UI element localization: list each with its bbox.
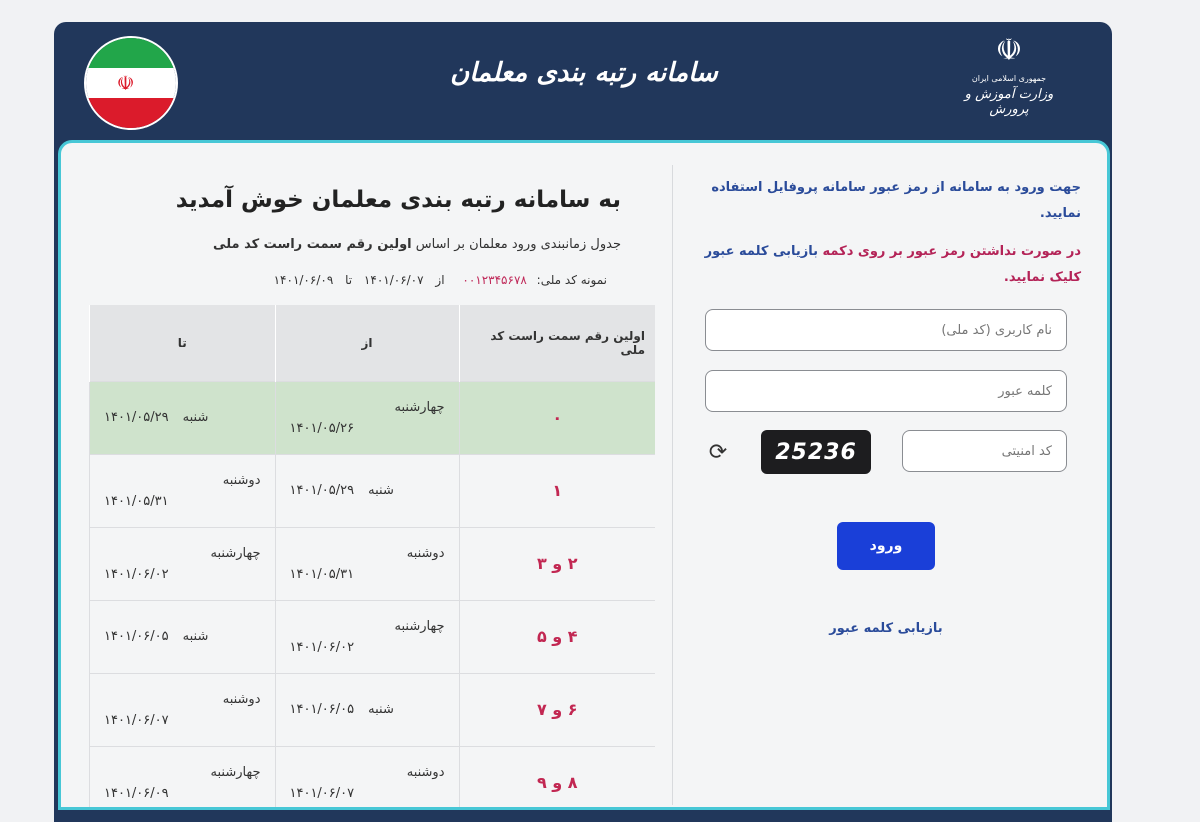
to-date: ۱۴۰۱/۰۵/۲۹ — [104, 410, 169, 425]
to-date: ۱۴۰۱/۰۶/۰۹ — [104, 785, 169, 801]
to-day: چهارشنبه — [210, 545, 261, 561]
ministry-name: وزارت آموزش و پرورش — [964, 87, 1054, 117]
schedule-subtitle — [101, 237, 621, 252]
iran-flag-icon — [84, 36, 178, 130]
table-row — [90, 746, 656, 810]
row-digit: ۱ — [459, 454, 655, 527]
to-date: ۱۴۰۱/۰۶/۰۷ — [104, 712, 169, 728]
main-card — [58, 140, 1110, 810]
from-date: ۱۴۰۱/۰۵/۲۹ — [289, 483, 355, 498]
from-date: ۱۴۰۱/۰۵/۳۱ — [289, 566, 355, 582]
to-day: دوشنبه — [222, 691, 261, 707]
row-to — [90, 454, 276, 527]
to-day: دوشنبه — [222, 472, 261, 488]
from-day: دوشنبه — [406, 545, 445, 561]
to-day: شنبه — [182, 410, 209, 425]
subtitle-bold: اولین رقم سمت راست کد ملی — [213, 237, 412, 252]
from-date: ۱۴۰۱/۰۵/۲۶ — [289, 420, 355, 436]
username-input[interactable] — [705, 309, 1067, 351]
captcha-image: 25236 — [761, 430, 871, 474]
from-date: ۱۴۰۱/۰۶/۰۷ — [289, 785, 355, 801]
from-day: شنبه — [368, 483, 394, 498]
table-row — [90, 600, 656, 673]
table-header-row — [90, 305, 656, 381]
from-day: چهارشنبه — [394, 399, 445, 415]
to-date: ۱۴۰۱/۰۶/۰۲ — [104, 566, 169, 582]
sample-label: نمونه کد ملی: — [536, 273, 607, 287]
to-label: تا — [345, 273, 353, 287]
row-from — [275, 381, 459, 454]
to-date: ۱۴۰۱/۰۶/۰۹ — [273, 273, 334, 287]
login-info-text: جهت ورود به سامانه از رمز عبور سامانه پروفایل استفاده نمایید. — [711, 180, 1081, 221]
row-from — [275, 527, 459, 600]
from-day: چهارشنبه — [394, 618, 445, 634]
row-to — [90, 381, 276, 454]
refresh-icon[interactable]: ⟳ — [708, 439, 728, 465]
row-digit: ۸ و ۹ — [459, 746, 655, 810]
captcha-input[interactable] — [902, 430, 1067, 472]
recover-suffix: کلیک نمایید. — [1003, 270, 1081, 285]
row-from — [275, 673, 459, 746]
row-digit: ۲ و ۳ — [459, 527, 655, 600]
to-day: چهارشنبه — [210, 764, 261, 780]
row-to — [90, 527, 276, 600]
ministry-emblem-icon: ☫ — [995, 33, 1023, 68]
from-label: از — [435, 273, 445, 287]
table-row — [90, 454, 656, 527]
row-from — [275, 454, 459, 527]
from-day: شنبه — [368, 702, 394, 717]
row-to — [90, 746, 276, 810]
login-button[interactable]: ورود — [837, 522, 935, 570]
row-from — [275, 600, 459, 673]
from-date: ۱۴۰۱/۰۶/۰۷ — [363, 273, 424, 287]
recover-password-link[interactable]: بازیابی کلمه عبور — [829, 621, 943, 636]
row-digit: ۶ و ۷ — [459, 673, 655, 746]
recover-info-text — [697, 239, 1081, 291]
from-date: ۱۴۰۱/۰۶/۰۲ — [289, 639, 355, 655]
row-from — [275, 746, 459, 810]
password-input[interactable] — [705, 370, 1067, 412]
to-date: ۱۴۰۱/۰۶/۰۵ — [104, 629, 169, 644]
emblem-icon: ☫ — [116, 70, 135, 95]
col-header-from: از — [275, 305, 459, 381]
row-to — [90, 600, 276, 673]
to-day: شنبه — [182, 629, 209, 644]
header-bar — [54, 22, 1112, 140]
system-title: سامانه رتبه بندی معلمان — [450, 58, 718, 88]
column-divider — [672, 165, 673, 805]
col-header-to: تا — [90, 305, 276, 381]
ministry-country-text: جمهوری اسلامی ایران — [971, 74, 1047, 83]
ministry-logo — [954, 34, 1064, 117]
to-date: ۱۴۰۱/۰۵/۳۱ — [104, 493, 169, 509]
row-to — [90, 673, 276, 746]
col-header-digit: اولین رقم سمت راست کد ملی — [459, 305, 655, 381]
row-digit: ۰ — [459, 381, 655, 454]
recover-prefix: در صورت نداشتن رمز عبور بر روی دکمه — [822, 244, 1081, 259]
welcome-heading: به سامانه رتبه بندی معلمان خوش آمدید — [175, 187, 621, 213]
sample-line — [121, 273, 607, 287]
table-row — [90, 673, 656, 746]
table-row — [90, 381, 656, 454]
from-date: ۱۴۰۱/۰۶/۰۵ — [289, 702, 355, 717]
recover-inline-link[interactable]: بازیابی کلمه عبور — [704, 244, 819, 259]
table-row — [90, 527, 656, 600]
sample-value: ۰۰۱۲۳۴۵۶۷۸ — [462, 273, 527, 287]
subtitle-prefix: جدول زمانبندی ورود معلمان بر اساس — [415, 237, 621, 252]
schedule-table — [89, 305, 655, 810]
row-digit: ۴ و ۵ — [459, 600, 655, 673]
from-day: دوشنبه — [406, 764, 445, 780]
